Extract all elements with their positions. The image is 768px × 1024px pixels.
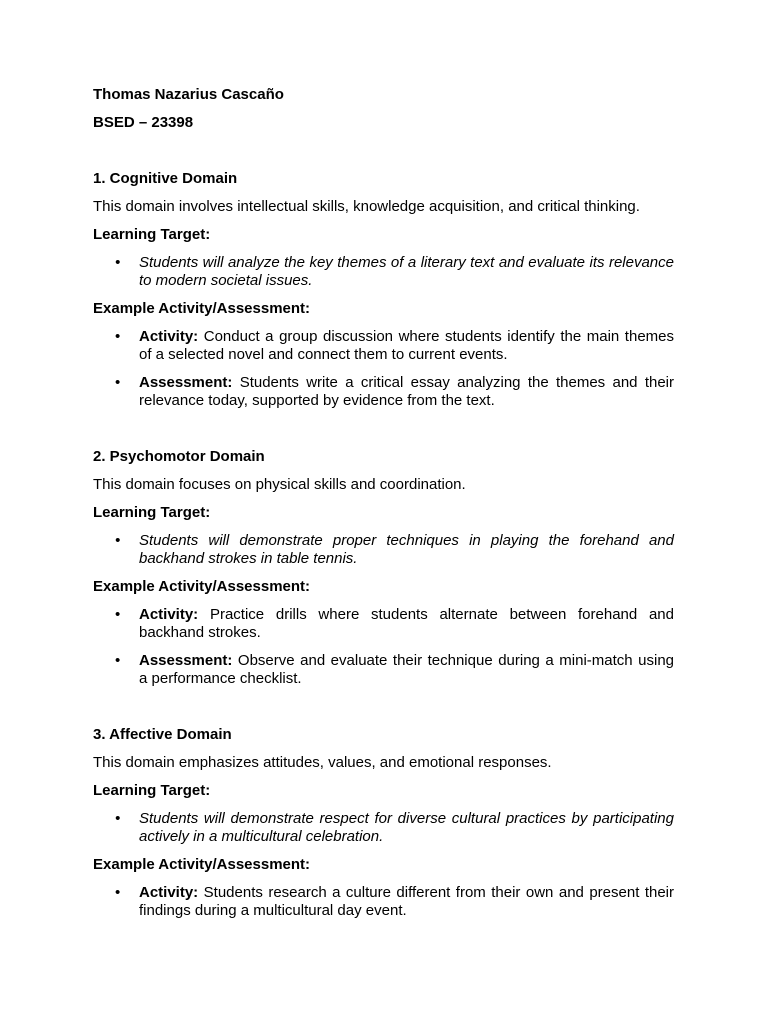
section-spacer — [93, 420, 674, 448]
course-code: BSED – 23398 — [93, 114, 194, 131]
learning-target-text: Students will demonstrate respect for diverse cultural practices by participating actively in a multicultural celebration. — [139, 810, 674, 845]
activity-item — [93, 328, 674, 364]
example-label: Example Activity/Assessment: — [93, 856, 311, 873]
section-description: This domain involves intellectual skills, knowledge acquisition, and critical thinking. — [93, 198, 640, 215]
learning-target-text: Students will demonstrate proper techniques in playing the forehand and backhand strokes in table tennis. — [139, 532, 674, 567]
assessment-label: Assessment: — [139, 374, 233, 391]
learning-target-list — [93, 810, 674, 846]
example-label: Example Activity/Assessment: — [93, 300, 311, 317]
section-cognitive — [93, 170, 674, 410]
assessment-label: Assessment: — [139, 652, 233, 669]
activity-text: Conduct a group discussion where students identify the main themes of a selected novel and connect them to current events. — [139, 328, 674, 363]
learning-target-label: Learning Target: — [93, 504, 211, 521]
example-list — [93, 884, 674, 920]
learning-target-item — [93, 810, 674, 846]
learning-target-list — [93, 254, 674, 290]
document-content — [93, 86, 674, 930]
learning-target-label: Learning Target: — [93, 226, 211, 243]
activity-label: Activity: — [139, 606, 199, 623]
section-title: 1. Cognitive Domain — [93, 170, 238, 187]
section-title: 2. Psychomotor Domain — [93, 448, 265, 465]
learning-target-text: Students will analyze the key themes of a literary text and evaluate its relevance to modern societal issues. — [139, 254, 674, 289]
example-list — [93, 606, 674, 688]
learning-target-item — [93, 532, 674, 568]
assessment-text: Students write a critical essay analyzing the themes and their relevance today, supported by evidence from the text. — [139, 374, 674, 409]
activity-text: Practice drills where students alternate between forehand and backhand strokes. — [139, 606, 674, 641]
activity-text: Students research a culture different from their own and present their findings during a multicultural day event. — [139, 884, 674, 919]
section-description: This domain emphasizes attitudes, values, and emotional responses. — [93, 754, 552, 771]
section-title: 3. Affective Domain — [93, 726, 232, 743]
activity-label: Activity: — [139, 884, 199, 901]
learning-target-list — [93, 532, 674, 568]
learning-target-label: Learning Target: — [93, 782, 211, 799]
section-spacer — [93, 698, 674, 726]
example-list — [93, 328, 674, 410]
assessment-item — [93, 652, 674, 688]
activity-item — [93, 884, 674, 920]
learning-target-item — [93, 254, 674, 290]
assessment-text: Observe and evaluate their technique during a mini-match using a performance checklist. — [139, 652, 674, 687]
section-description: This domain focuses on physical skills and coordination. — [93, 476, 466, 493]
activity-label: Activity: — [139, 328, 199, 345]
assessment-item — [93, 374, 674, 410]
section-psychomotor — [93, 448, 674, 688]
author-name: Thomas Nazarius Cascaño — [93, 86, 284, 103]
section-affective — [93, 726, 674, 920]
example-label: Example Activity/Assessment: — [93, 578, 311, 595]
activity-item — [93, 606, 674, 642]
